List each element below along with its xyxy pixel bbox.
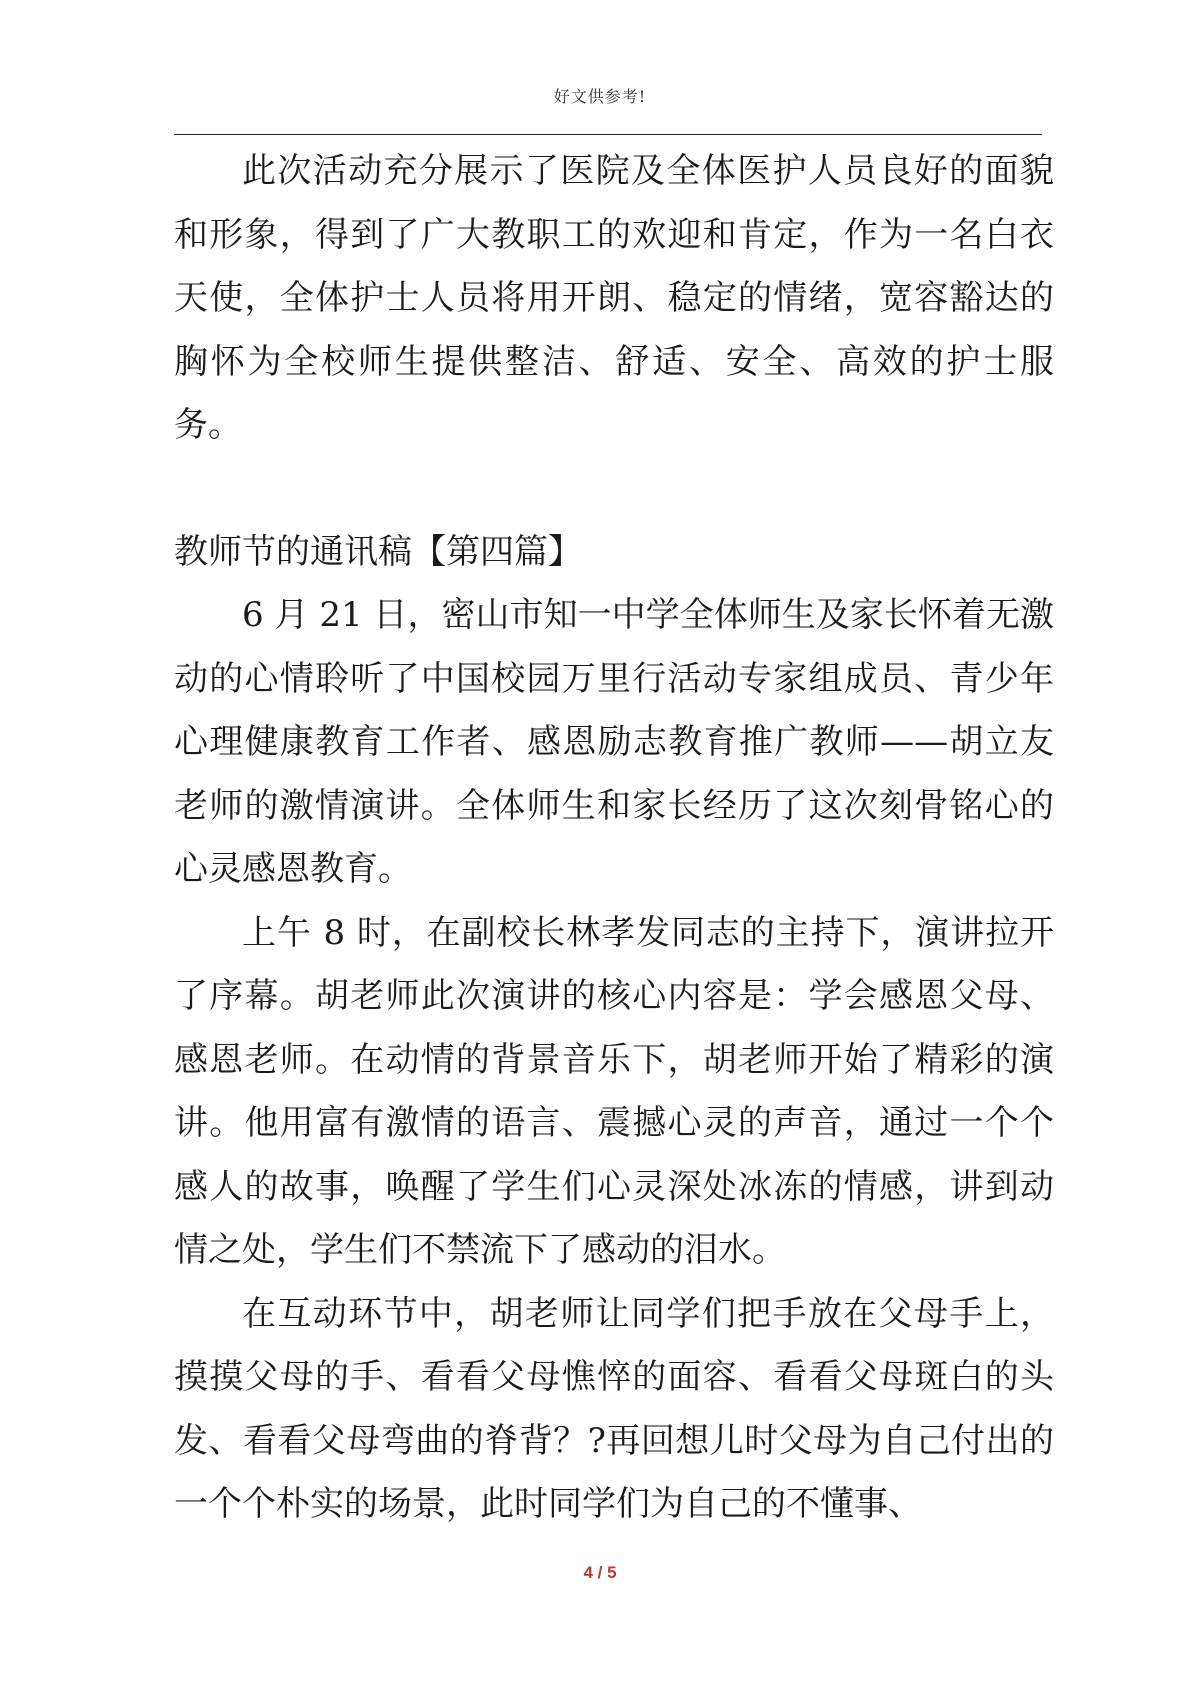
page-header: 好文供参考! xyxy=(553,87,647,106)
paragraph-speech-content: 上午 8 时，在副校长林孝发同志的主持下，演讲拉开了序幕。胡老师此次演讲的核心内容是：学会感恩父母、感恩老师。在动情的背景音乐下，胡老师开始了精彩的演讲。他用富有激情的语言、震撼心灵的声音，通过一个个感人的故事，唤醒了学生们心灵深处冰冻的情感，讲到动情之处，学生们不禁流下了感动的泪水。 xyxy=(174,912,1054,1270)
header-divider xyxy=(174,134,1042,135)
paragraph-interaction: 在互动环节中，胡老师让同学们把手放在父母手上，摸摸父母的手、看看父母憔悴的面容、看看父母斑白的头发、看看父母弯曲的脊背？?再回想儿时父母为自己付出的一个个朴实的场景，此时同学们为自己的不懂事、 xyxy=(174,1293,1054,1524)
paragraph-activity-summary: 此次活动充分展示了医院及全体医护人员良好的面貌和形象，得到了广大教职工的欢迎和肯定，作为一名白衣天使，全体护士人员将用开朗、稳定的情绪，宽容豁达的胸怀为全校师生提供整洁、舒适、安全、高效的护士服务。 xyxy=(174,151,1054,445)
paragraph-event-intro: 6 月 21 日，密山市知一中学全体师生及家长怀着无激动的心情聆听了中国校园万里行活动专家组成员、青少年心理健康教育工作者、感恩励志教育推广教师——胡立友老师的激情演讲。全体师生和家长经历了这次刻骨铭心的心灵感恩教育。 xyxy=(174,595,1054,889)
page-number: 4 / 5 xyxy=(583,1563,617,1582)
document-body xyxy=(174,140,1054,1537)
section-heading: 教师节的通讯稿【第四篇】 xyxy=(174,531,582,572)
section-spacer xyxy=(174,458,1054,521)
